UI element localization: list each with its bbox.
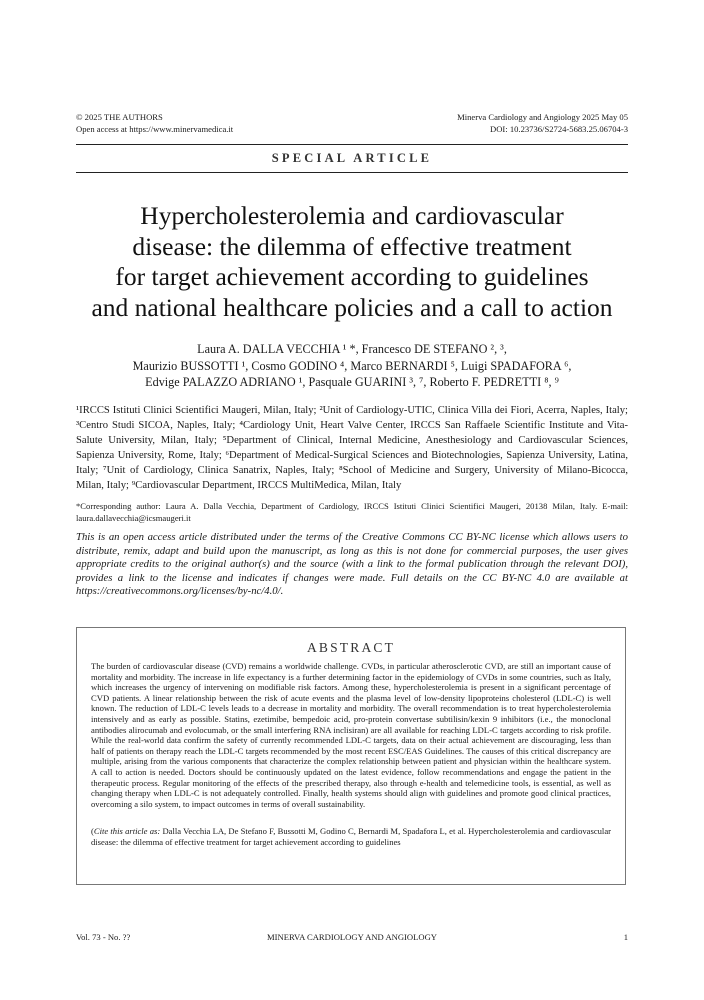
journal-date-line: Minerva Cardiology and Angiology 2025 May 05: [457, 112, 628, 122]
title-line-4: and national healthcare policies and a call to action: [91, 292, 613, 322]
citation-label: Cite this article as:: [93, 826, 161, 836]
top-rule: [76, 144, 628, 145]
authors-line-1: Laura A. DALLA VECCHIA ¹ *, Francesco DE STEFANO ², ³,: [197, 342, 507, 356]
header-left: [76, 112, 233, 135]
authors-line-3: Edvige PALAZZO ADRIANO ¹, Pasquale GUARINI ³, ⁷, Roberto F. PEDRETTI ⁸, ⁹: [145, 375, 559, 389]
abstract-heading: ABSTRACT: [306, 640, 396, 655]
title-line-1: Hypercholesterolemia and cardiovascular: [140, 201, 564, 230]
citation-text: Dalla Vecchia LA, De Stefano F, Bussotti M, Godino C, Bernardi M, Spadafora L, et al. Hypercholesterolemia and cardiovascular disease: the dilemma of effective treatment for target achievement according to guidelines: [91, 826, 611, 847]
header-right: [457, 112, 628, 135]
abstract-box: [76, 627, 626, 885]
authors-line-2: Maurizio BUSSOTTI ¹, Cosmo GODINO ⁴, Marco BERNARDI ⁵, Luigi SPADAFORA ⁶,: [132, 358, 572, 373]
author-list: [76, 341, 628, 391]
copyright-line: © 2025 THE AUTHORS: [76, 112, 163, 122]
citation-open: (: [91, 826, 94, 836]
article-title: [76, 201, 628, 323]
license-statement: This is an open access article distributed under the terms of the Creative Commons CC BY-NC license which allows users to distribute, remix, adapt and build upon the manuscript, as long as this is not done for commercial purposes, the user gives appropriate credits to the original author(s) and the source (with a link to the formal publication through the relevant DOI), provides a link to the license and indicates if changes were made. Full details on the CC BY-NC 4.0 are available at https://creativecommons.org/licenses/by-nc/4.0/.: [76, 531, 628, 597]
abstract-body: The burden of cardiovascular disease (CVD) remains a worldwide challenge. CVDs, in particular atherosclerotic CVD, are still an important cause of mortality and morbidity. The increase in life expectancy is a further determining factor in the epidemiology of CVDs in some countries, such as Italy, which increases the urgency of intervening on modifiable risk factors. Among these, hypercholesterolemia is present in a significant percentage of CVD patients. A linear relationship between the risk of acute events and the plasma level of low-density lipoproteins cholesterol (LDL-C) is well known. The reduction of LDL-C levels leads to a decrease in mortality and morbidity. The overall recommendation is to treat hypercholesterolemia intensively and as early as possible. Statins, ezetimibe, bempedoic acid, pro-protein convertase subtilisin/kexin 9 inhibitors (i.e., the monoclonal antibodies alirocumab and evolocumab, or the small interfering RNA inclisiran) are all available for reaching LDL-C targets according to risk profile. While the real-world data confirm the safety of currently recommended LDL-C targets, data on their actual achievement are discouraging, less than half of patients on therapy reach the LDL-C targets recommended by the most recent ESC/EAS Guidelines. The causes of this critical discrepancy are multiple, arising from the various components that characterize the complex relationship between patient and physician within the healthcare system. A call to action is needed. Doctors should be continuously updated on the latest evidence, follow recommendations and engage the patient in the therapeutic process. Regular monitoring of the effects of the prescribed therapy, also through e-health and telemedicine tools, is essential, as well as changing therapy when LDL-C is not adequately controlled. Finally, health systems should align with guidelines and promote good clinical practices, overcoming a silo system, to impact outcomes in terms of overall sustainability.: [91, 661, 611, 809]
affiliations: ¹IRCCS Istituti Clinici Scientifici Maugeri, Milan, Italy; ²Unit of Cardiology-UTIC, Clinica Villa dei Fiori, Acerra, Naples, Italy; ³Centro Studi SICOA, Naples, Italy; ⁴Cardiology Unit, Heart Valve Center, IRCCS San Raffaele Scientific Institute and Vita-Salute University, Milan, Italy; ⁵Department of Clinical, Internal Medicine, Anesthesiology and Cardiovascular Sciences, Sapienza University, Rome, Italy; ⁶Department of Medical-Surgical Sciences and Biotechnologies, Sapienza University, Latina, Italy; ⁷Unit of Cardiology, Clinica Sanatrix, Naples, Italy; ⁸School of Medicine and Surgery, University of Milano-Bicocca, Milan, Italy; ⁹Cardiovascular Department, IRCCS MultiMedica, Milan, Italy: [76, 405, 628, 491]
section-rule: [76, 172, 628, 173]
footer-page-number: 1: [623, 932, 628, 942]
title-line-2: disease: the dilemma of effective treatment: [132, 231, 572, 261]
corresponding-author: *Corresponding author: Laura A. Dalla Vecchia, Department of Cardiology, IRCCS Istituti Clinici Scientifici Maugeri, 20138 Milan, Italy. E-mail: laura.dallavecchia@icsmaugeri.it: [76, 501, 628, 523]
open-access-line[interactable]: Open access at https://www.minervamedica.it: [76, 123, 234, 134]
citation: [91, 826, 611, 847]
footer-journal: MINERVA CARDIOLOGY AND ANGIOLOGY: [267, 932, 437, 942]
footer-volume: Vol. 73 - No. ??: [76, 932, 131, 942]
section-label: SPECIAL ARTICLE: [271, 151, 433, 165]
doi-line[interactable]: DOI: 10.23736/S2724-5683.25.06704-3: [490, 123, 628, 134]
title-line-3: for target achievement according to guidelines: [115, 262, 589, 291]
